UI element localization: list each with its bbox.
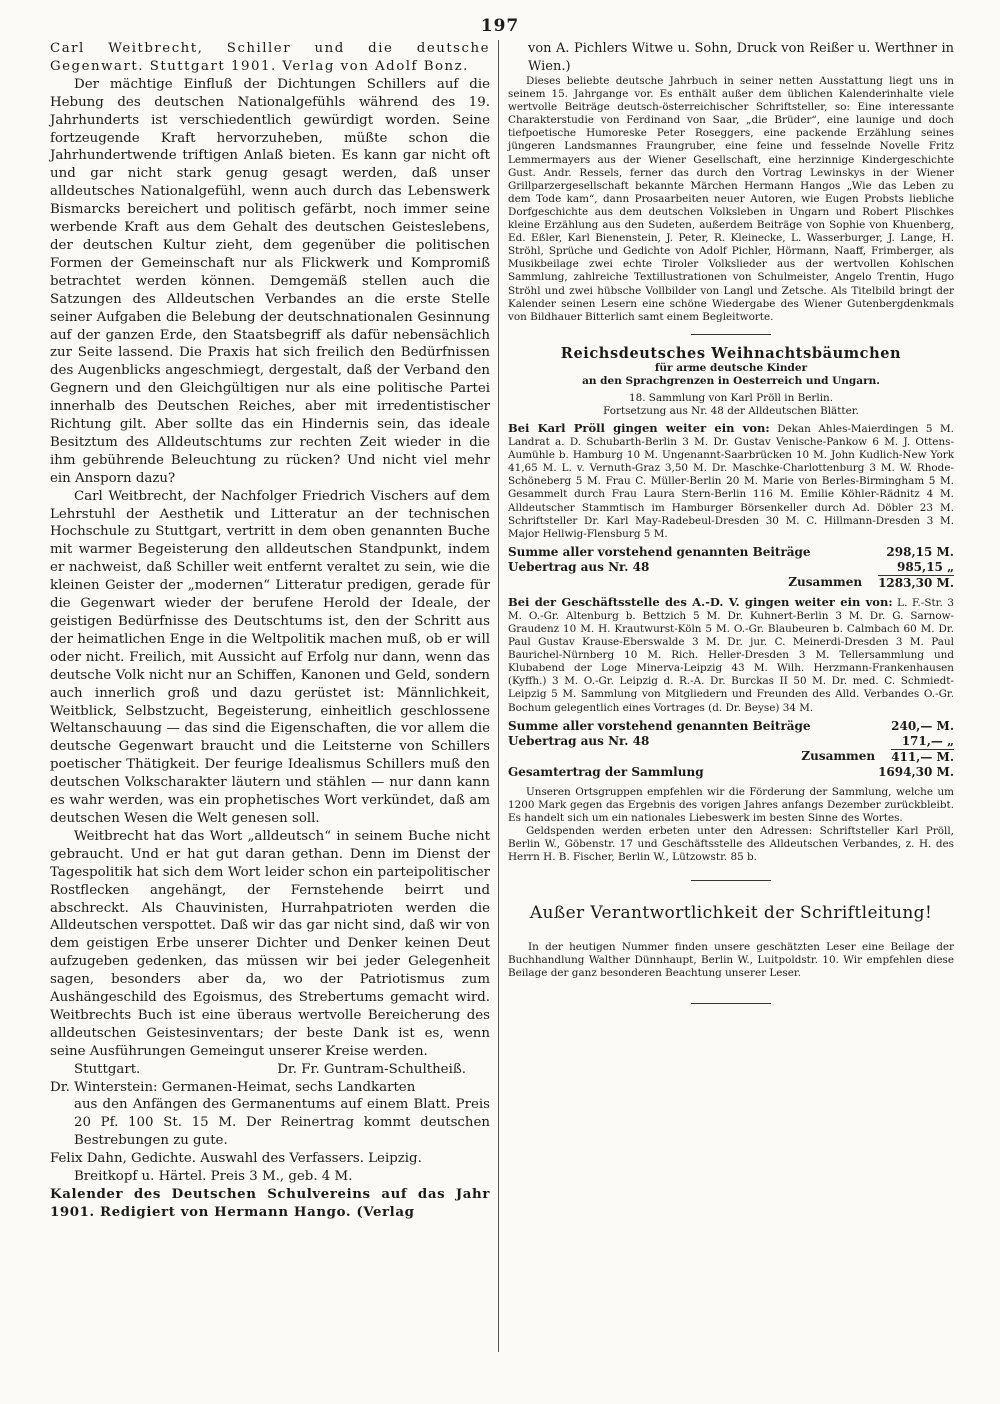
sum-row [508, 545, 954, 560]
signoff-author: Dr. Fr. Guntram-Schultheiß. [277, 1061, 466, 1077]
collection-subtitle-1: für arme deutsche Kinder [654, 361, 808, 374]
donations-proell [508, 422, 954, 541]
section-divider [691, 1003, 771, 1004]
collection-number: 18. Sammlung von Karl Pröll in Berlin. [628, 391, 834, 404]
disclaimer-text: In der heutigen Nummer finden unsere geschätzten Leser eine Beilage der Buchhandlung Walther Dünnhaupt, Berlin W., Luitpoldstr. 10. Wir empfehlen diese Beilage der ganz besonderen Beachtung unserer Leser. [508, 941, 954, 980]
review-signoff [50, 1061, 490, 1079]
collection-addresses: Geldspenden werden erbeten unter den Adressen: Schriftsteller Karl Pröll, Berlin W., Göbenstr. 17 und Geschäftsstelle des Alldeutschen Verbandes, z. H. des Herrn H. B. Fischer, Berlin W., Lützowstr. 85 b. [508, 824, 954, 864]
sum-label: Uebertrag aus Nr. 48 [508, 559, 650, 574]
sum-amount: 171,— „ [901, 733, 954, 748]
sum-label: Zusammen [788, 574, 863, 589]
sum-label: Summe aller vorstehend genannten Beiträge [508, 718, 811, 733]
column-divider [498, 40, 499, 1352]
kalender-description: Dieses beliebte deutsche Jahrbuch in seiner netten Ausstattung liegt uns in seinem 15. Jahrgange vor. Es enthält außer dem üblichen Kalenderinhalte viele wertvolle Beiträge deutsch-österreichischer Schriftsteller, so: Eine interessante Charakterstudie von Ferdinand von Saar, „die Brüder“, eine launige und doch tiefpoetische Humoreske Peter Roseggers, eine packende Erzählung seines jüngeren Landsmannes Fraungruber, eine feine und fesselnde Novelle Fritz Lemmermayers aus der Wiener Gesellschaft, eine herzinnige Kindergeschichte Gust. Andr. Ressels, ferner das durch den Vortrag Lewinskys in der Wiener Grillparzergesellschaft bekannte Märchen Hermann Hangos „Wie das Leben zu dem Tode kam“, dann Prosaarbeiten neuer Autoren, wie Eugen Probsts liebliche Dorfgeschichte aus dem deutschen Volksleben in Ungarn und Robert Plischkes kleine Erzählung aus den Sudeten, außerdem Beiträge von Sophie von Khuenberg, Ed. Eßler, Karl Bienenstein, J. Peter, R. Kleinecke, L. Wasserburger, J. Lange, H. Ströhl, Sprüche und Gedichte von Adolf Pichler, Hörmann, Naaff, Frimberger, als Musikbeilage zwei echte Tiroler Volkslieder aus der wertvollen Kohlschen Sammlung, zahlreiche Textillustrationen von Schulmeister, Angelo Trentin, Hugo Ströhl und zwei hübsche Vollbilder von Langl und Zetsche. Als Titelbild bringt der Kalender seinen Lesern eine schöne Wiedergabe des Wiener Gutenbergdenkmals von Bildhauer Bitterlich samt einem Begleitworte. [508, 75, 954, 323]
book-entry-winterstein-head: Dr. Winterstein: Germanen-Heimat, sechs Landkarten [50, 1079, 416, 1095]
review-paragraph-1: Der mächtige Einfluß der Dichtungen Schillers auf die Hebung des deutschen Nationalgefühls während des 19. Jahrhunderts ist verschiedentlich gewürdigt worden. Seine fortzeugende Kraft hervorzuheben, müßte schon die Jahrhundertwende triftigen Anlaß bieten. Es kann gar nicht oft und gar nicht stark genug gesagt werden, daß unser alldeutsches Nationalgefühl, wenn auch durch das Lebenswerk Bismarcks bereichert und politisch gefärbt, noch immer seine werbende Kraft aus dem Gehalt des deutschen Geisteslebens, der deutschen Kultur zieht, dem gegenüber die politischen Formen der Gemeinschaft nur als Flickwerk und Kompromiß betrachtet werden können. Demgemäß stellen auch die Satzungen des Alldeutschen Verbandes an die erste Stelle seiner Aufgaben die Belebung der deutschnationalen Gesinnung auf der ganzen Erde, den Staatsbegriff als dafür nebensächlich zur Seite lassend. Die Praxis hat sich freilich den Bedürfnissen des Augenblicks angeschmiegt, dergestalt, daß der Verband den Gegnern und den Gleichgültigen nur als eine politische Partei innerhalb des Deutschen Reiches, aber mit irredentistischer Richtung gilt. Aber sollte das ein Hindernis sein, das ideale Besitztum des Alldeutschtums zur rechten Zeit wieder in die ihm gebührende Beleuchtung zu rücken? Und nicht viel mehr ein Ansporn dazu? [50, 76, 490, 486]
book-entry-winterstein-body: aus den Anfängen des Germanentums auf einem Blatt. Preis 20 Pf. 100 St. 15 M. Der Reinertrag kommt deutschen Bestrebungen zu gute. [74, 1097, 490, 1149]
review-paragraph-2: Carl Weitbrecht, der Nachfolger Friedrich Vischers auf dem Lehrstuhl der Aesthetik und Litteratur an der technischen Hochschule zu Stuttgart, vertritt in dem oben genannten Buche mit warmer Begeisterung den alldeutschen Standpunkt, indem er nachweist, daß Schiller weit entfernt veraltet zu sein, wie die kleinen Geister der „modernen“ Litteratur predigen, gerade für die Gegenwart wieder der berufene Herold der Ideale, der geistigen Bedürfnisse des Deutschtums ist, den der Schritt aus der heimatlichen Enge in die Weltpolitik machen muß, ob er will oder nicht. Freilich, mit Aussicht auf Erfolg nur dann, wenn das deutsche Volk nicht nur an Schiffen, Kanonen und Geld, sondern auch innerlich groß und dazu gerüstet ist: Männlichkeit, Weitblick, Selbstzucht, Begeisterung, einheitlich geschlossene Weltanschauung — das sind die Eigenschaften, die vor allem die deutsche Gegenwart braucht und die Leitsterne von Schillers poetischer Thätigkeit. Der feurige Idealismus Schillers muß den deutschen Volkscharakter läutern und stählen — nur dann kann es wahr werden, was ein prophetisches Wort verkündet, daß am deutschen Wesen die Welt genesen soll. [50, 488, 490, 826]
donations-office [508, 596, 954, 715]
collection-continuation: Fortsetzung aus Nr. 48 der Alldeutschen Blätter. [603, 404, 859, 417]
collection-title: Reichsdeutsches Weihnachtsbäumchen [560, 344, 902, 362]
sum-amount: 298,15 M. [886, 544, 954, 559]
sum-amount: 1694,30 M. [878, 764, 954, 779]
book-entry-dahn-head: Felix Dahn, Gedichte. Auswahl des Verfassers. Leipzig. [50, 1151, 422, 1167]
sum-amount: 411,— M. [891, 749, 954, 764]
collection-subtitle-2: an den Sprachgrenzen in Oesterreich und Ungarn. [582, 374, 880, 387]
sum-row-grand-total [508, 765, 954, 780]
sum-row [508, 719, 954, 734]
book-entry-dahn-body: Breitkopf u. Härtel. Preis 3 M., geb. 4 M. [74, 1169, 353, 1185]
left-column [50, 40, 490, 1222]
collection-appeal: Unseren Ortsgruppen empfehlen wir die Förderung der Sammlung, welche um 1200 Mark gegen das Ergebnis des vorigen Jahres anfangs Dezember zurückbleibt. Es handelt sich um ein nationales Liebeswerk im besten Sinne des Wortes. [508, 785, 954, 824]
sum-row-total [508, 575, 954, 591]
donations-proell-lead: Bei Karl Pröll gingen weiter ein von: [508, 420, 770, 435]
donations-proell-list: Dekan Ahles-Maierdingen 5 M. Landrat a. D. Schubarth-Berlin 3 M. Dr. Gustav Venische-Pankow 6 M. J. Ottens-Aumühle b. Hamburg 10 M. Ungenannt-Saarbrücken 10 M. John Kudlich-New York 41,65 M. L. v. Vernuth-Graz 3,50 M. Dr. Maschke-Charlottenburg 3 M. W. Rhode-Schöneberg 5 M. Frau C. Müller-Berlin 20 M. Marie von Berles-Birmingham 5 M. Gesammelt durch Frau Laura Stern-Berlin 116 M. Emilie Köhler-Rädnitz 4 M. Alldeutscher Stammtisch im Hamburger Börsenkeller durch Ad. Döbler 23 M. Schriftsteller Dr. Karl May-Radebeul-Dresden 30 M. C. Hillmann-Dresden 3 M. Major Hellwig-Flensburg 5 M. [508, 422, 954, 540]
signoff-place: Stuttgart. [74, 1061, 141, 1077]
sum-label: Gesamtertrag der Sammlung [508, 764, 704, 779]
sum-label: Zusammen [801, 748, 876, 763]
section-divider [691, 334, 771, 335]
disclaimer-title: Außer Verantwortlichkeit der Schriftleitung! [529, 903, 933, 924]
sum-row-total [508, 749, 954, 765]
right-column [508, 40, 954, 1014]
sum-block-2 [508, 719, 954, 780]
sum-block-1 [508, 545, 954, 591]
sum-row [508, 560, 954, 575]
review-heading: Carl Weitbrecht, Schiller und die deutsche Gegenwart. Stuttgart 1901. Verlag von Adolf Bonz. [50, 41, 490, 74]
section-divider [691, 880, 771, 881]
sum-amount: 985,15 „ [896, 559, 954, 574]
sum-label: Uebertrag aus Nr. 48 [508, 733, 650, 748]
book-entry-kalender-head: Kalender des Deutschen Schulvereins auf das Jahr 1901. Redigiert von Hermann Hango. (Verlag [50, 1186, 490, 1220]
sum-amount: 1283,30 M. [878, 575, 954, 590]
page-number: 197 [480, 16, 520, 36]
sum-row [508, 734, 954, 749]
sum-label: Summe aller vorstehend genannten Beiträge [508, 544, 811, 559]
sum-amount: 240,— M. [891, 718, 954, 733]
review-paragraph-3: Weitbrecht hat das Wort „alldeutsch“ in seinem Buche nicht gebraucht. Und er hat gut daran gethan. Denn im Dienst der Tagespolitik hat sich dem Wort leider schon ein parteipolitischer Rostflecken angehängt, der Fernstehende beirrt und abschreckt. Als Chauvinisten, Hurrahpatrioten werden die Alldeutschen verspottet. Daß wir das gar nicht sind, daß wir von dem geistigen Erbe unserer Dichter und Denker keinen Deut aufzugeben gedenken, das müssen wir bei jeder Gelegenheit sagen, besonders aber da, wo der Patriotismus zum Aushängeschild des Egoismus, des Strebertums gemacht wird. Weitbrechts Buch ist eine überaus wertvolle Bereicherung des alldeutschen Geistesinventars; der beste Dank ist es, wenn seine Ausführungen Gemeingut unserer Kreise werden. [50, 828, 490, 1059]
kalender-continuation: von A. Pichlers Witwe u. Sohn, Druck von Reißer u. Werthner in Wien.) [528, 41, 954, 74]
donations-office-lead: Bei der Geschäftsstelle des A.-D. V. gingen weiter ein von: [508, 594, 893, 609]
donations-office-list: L. F.-Str. 3 M. O.-Gr. Altenburg b. Bettzich 5 M. Dr. Kuhnert-Berlin 3 M. Dr. G. Sarnow-Graudenz 10 M. H. Krautwurst-Köln 5 M. O.-Gr. Blaubeuren b. Calmbach 60 M. Dr. Paul Gustav Krause-Eberswalde 3 M. Dr. jur. C. Meinerdi-Dresden 3 M. Paul Baurichel-Nürnberg 10 M. Rich. Heller-Dresden 3 M. Tellersammlung und Klubabend der Loge Minerva-Leipzig 43 M. Wilh. Herzmann-Frankenhausen (Kyffh.) 3 M. O.-Gr. Leipzig d. R.-A. Dr. Burckas II 50 M. Dr. med. C. Schmiedt-Leipzig 5 M. Sammlung von Mitgliedern und Freunden des Alld. Verbandes O.-Gr. Bochum gelegentlich eines Vortrages (d. Dr. Beyse) 34 M. [508, 596, 954, 714]
